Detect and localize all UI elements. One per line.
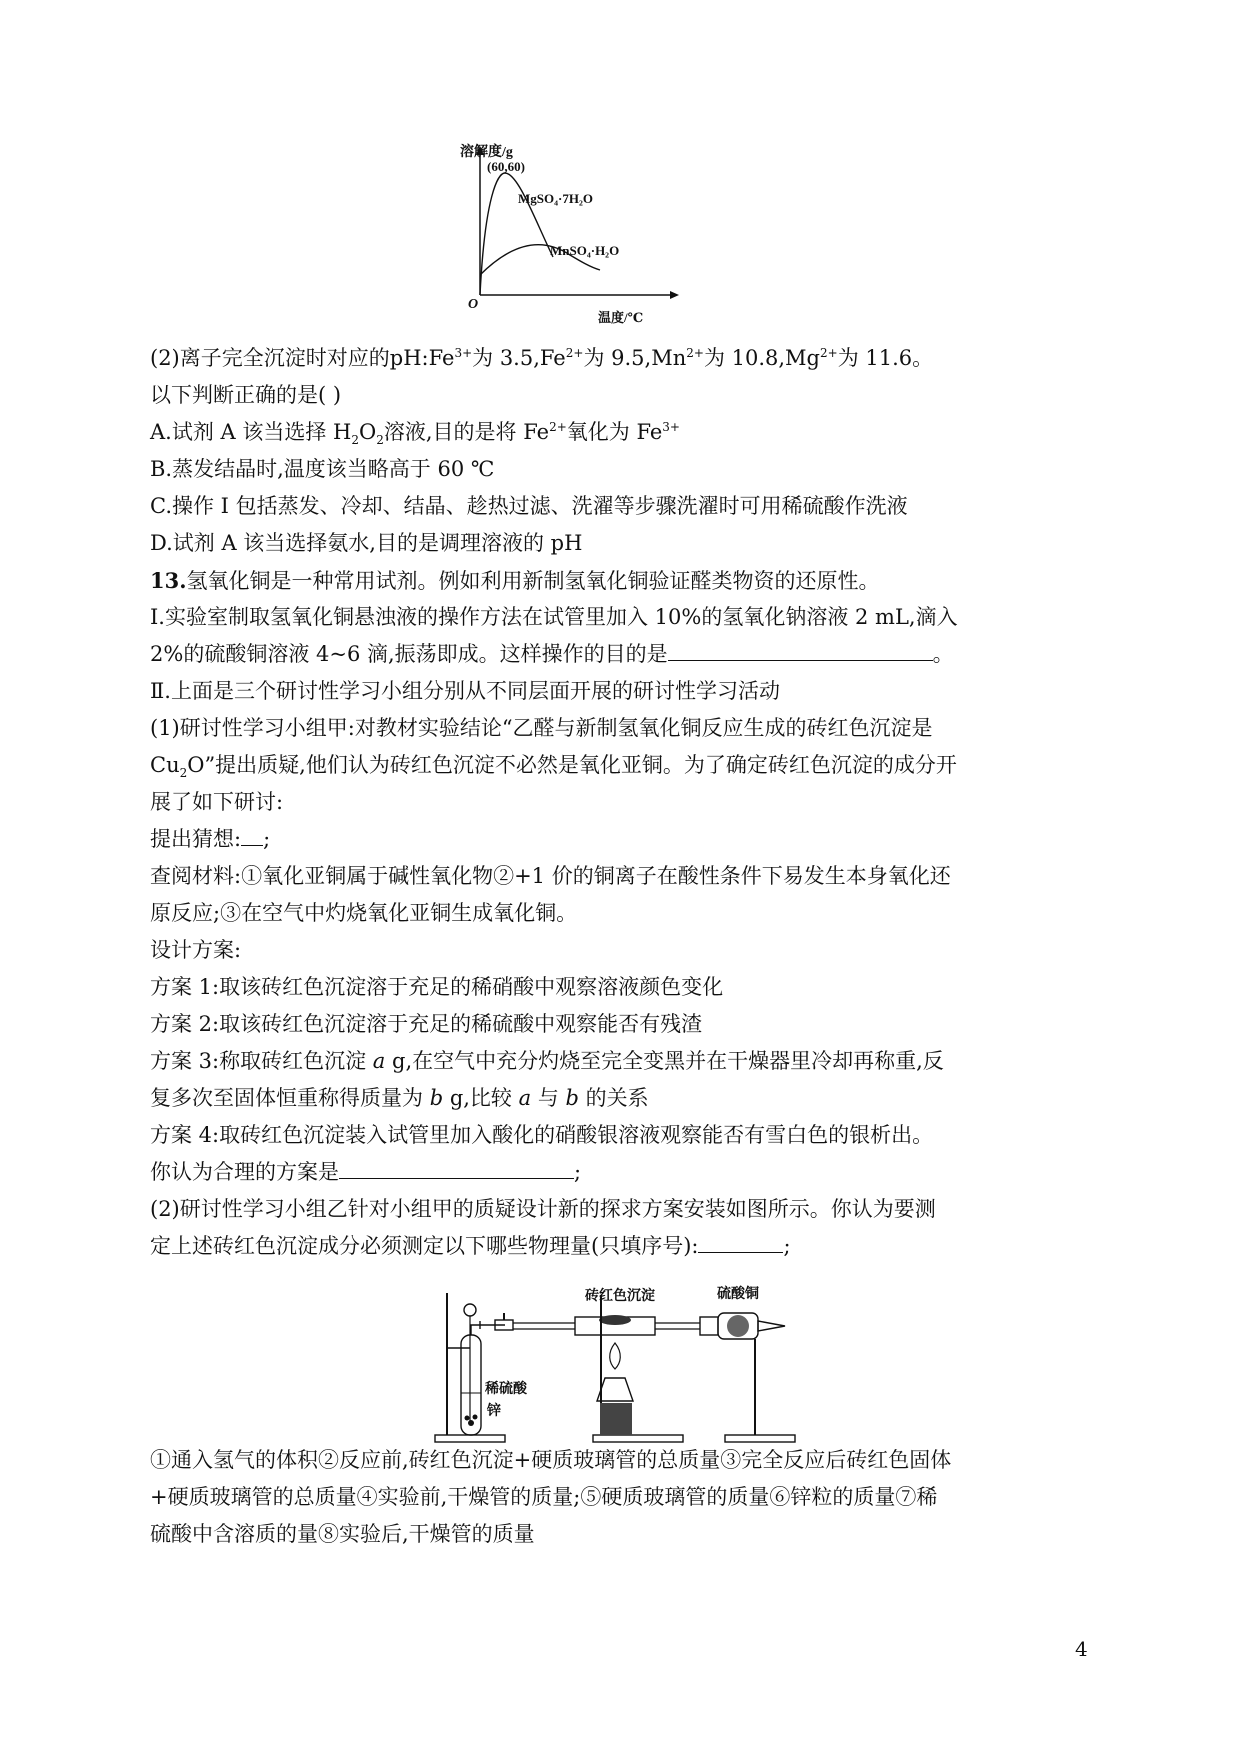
q13-p2-line2: 定上述砖红色沉淀成分必须测定以下哪些物理量(只填序号): ; xyxy=(150,1228,1100,1265)
q12-option-b: B.蒸发结晶时,温度该当略高于 60 ℃ xyxy=(150,457,495,481)
q13-plan3-line1: 方案 3:称取砖红色沉淀 a g,在空气中充分灼烧至完全变黑并在干燥器里冷却再称重,反 xyxy=(150,1049,944,1073)
page-number: 4 xyxy=(1075,1637,1088,1661)
apparatus-drawing xyxy=(425,1283,835,1453)
q13-p1-line2: $Cu_2O$”提出质疑,他们认为砖红色沉淀不必然是氧化亚铜。为了确定砖红色沉淀的成分开 xyxy=(150,753,957,781)
q13-p1-line3: 展了如下研讨: xyxy=(150,790,284,814)
q12-stem: 以下判断正确的是( ) xyxy=(150,383,342,407)
y-axis-label: 溶解度/g xyxy=(460,145,513,160)
q13-plan1: 方案 1:取该砖红色沉淀溶于充足的稀硝酸中观察溶液颜色变化 xyxy=(150,975,724,999)
q13-items-line1: ①通入氢气的体积②反应前,砖红色沉淀+硬质玻璃管的总质量③完全反应后砖红色固体 xyxy=(150,1448,952,1472)
answer-blank-guess[interactable] xyxy=(241,823,263,846)
answer-blank-purpose[interactable] xyxy=(668,638,933,661)
x-axis-arrow xyxy=(670,291,679,299)
q13-plan3-line2: 复多次至固体恒重称得质量为 b g,比较 a 与 b 的关系 xyxy=(150,1086,649,1110)
apparatus-figure xyxy=(425,1283,835,1453)
q13-reasonable: 你认为合理的方案是 ; xyxy=(150,1154,1100,1191)
x-axis-label: 温度/℃ xyxy=(598,310,644,325)
q13-items-line2: +硬质玻璃管的总质量④实验前,干燥管的质量;⑤硬质玻璃管的质量⑥锌粒的质量⑦稀 xyxy=(150,1485,938,1509)
q13-plan2: 方案 2:取该砖红色沉淀溶于充足的稀硫酸中观察能否有残渣 xyxy=(150,1012,703,1036)
q13-p2-line1: (2)研讨性学习小组乙针对小组甲的质疑设计新的探求方案安装如图所示。你认为要测 xyxy=(150,1197,936,1221)
q13-plan4: 方案 4:取砖红色沉淀装入试管里加入酸化的硝酸银溶液观察能否有雪白色的银析出。 xyxy=(150,1123,934,1147)
cuso4-filling xyxy=(727,1315,749,1337)
label-cuso4: 硫酸铜 xyxy=(717,1287,759,1302)
answer-blank-plan[interactable] xyxy=(339,1156,574,1179)
middle-stand-base xyxy=(593,1435,683,1442)
question-number: 13. xyxy=(150,568,187,593)
burner-lamp xyxy=(597,1378,633,1401)
q13-part-ii: Ⅱ.上面是三个研讨性学习小组分别从不同层面开展的研讨性学习活动 xyxy=(150,679,780,703)
solubility-figure xyxy=(430,135,680,335)
label-zinc: 锌 xyxy=(487,1404,501,1419)
q13-design: 设计方案: xyxy=(150,938,242,962)
funnel-bulb xyxy=(464,1304,476,1316)
q13-title: 13.氢氧化铜是一种常用试剂。例如利用新制氢氧化铜验证醛类物资的还原性。 xyxy=(150,568,880,593)
q13-part-i-line1: Ⅰ.实验室制取氢氧化铜悬浊液的操作方法在试管里加入 10%的氢氧化钠溶液 2 mL,滴入 xyxy=(150,605,958,629)
burner-base xyxy=(600,1403,632,1435)
curve-label-mnso4: MnSO₄·H₂O xyxy=(550,243,620,258)
origin-label: O xyxy=(468,297,479,312)
q12-option-a: A.试剂 A 该当选择 $H_2O_2$溶液,目的是将 $Fe^{2+}$氧化为 $Fe^{3+}$ xyxy=(150,420,680,448)
q13-p1-line1: (1)研讨性学习小组甲:对教材实验结论“乙醛与新制氢氧化铜反应生成的砖红色沉淀是 xyxy=(150,716,933,740)
curve-label-mgso4: MgSO₄·7H₂O xyxy=(518,191,593,206)
left-stand-base xyxy=(435,1435,505,1442)
q13-part-i-line2: 2%的硫酸铜溶液 4~6 滴,振荡即成。这样操作的目的是 。 xyxy=(150,636,1100,673)
q13-items-line3: 硫酸中含溶质的量⑧实验后,干燥管的质量 xyxy=(150,1522,535,1546)
flame xyxy=(610,1343,621,1369)
q13-guess: 提出猜想: ; xyxy=(150,821,1100,858)
label-dilute-sulfuric-acid: 稀硫酸 xyxy=(485,1382,527,1397)
peak-label: (60,60) xyxy=(487,159,525,174)
q12-ph-line: (2)离子完全沉淀时对应的$pH:Fe^{3+}$为 $3.5,Fe^{2+}$为 $9.5,Mn^{2+}$为 $10.8,Mg^{2+}$为 11.6。 xyxy=(150,346,934,370)
precipitate-sample xyxy=(599,1315,631,1325)
q13-reference-line1: 查阅材料:①氧化亚铜属于碱性氧化物②+1 价的铜离子在酸性条件下易发生本身氧化还 xyxy=(150,864,951,888)
q12-option-c: C.操作 Ⅰ 包括蒸发、冷却、结晶、趁热过滤、洗濯等步骤洗濯时可用稀硫酸作洗液 xyxy=(150,494,908,518)
label-precipitate: 砖红色沉淀 xyxy=(585,1289,655,1304)
answer-blank-quantities[interactable] xyxy=(698,1230,783,1253)
right-stand-base xyxy=(725,1435,795,1442)
q12-option-d: D.试剂 A 该当选择氨水,目的是调理溶液的 pH xyxy=(150,531,583,555)
q13-reference-line2: 原反应;③在空气中灼烧氧化亚铜生成氧化铜。 xyxy=(150,901,578,925)
